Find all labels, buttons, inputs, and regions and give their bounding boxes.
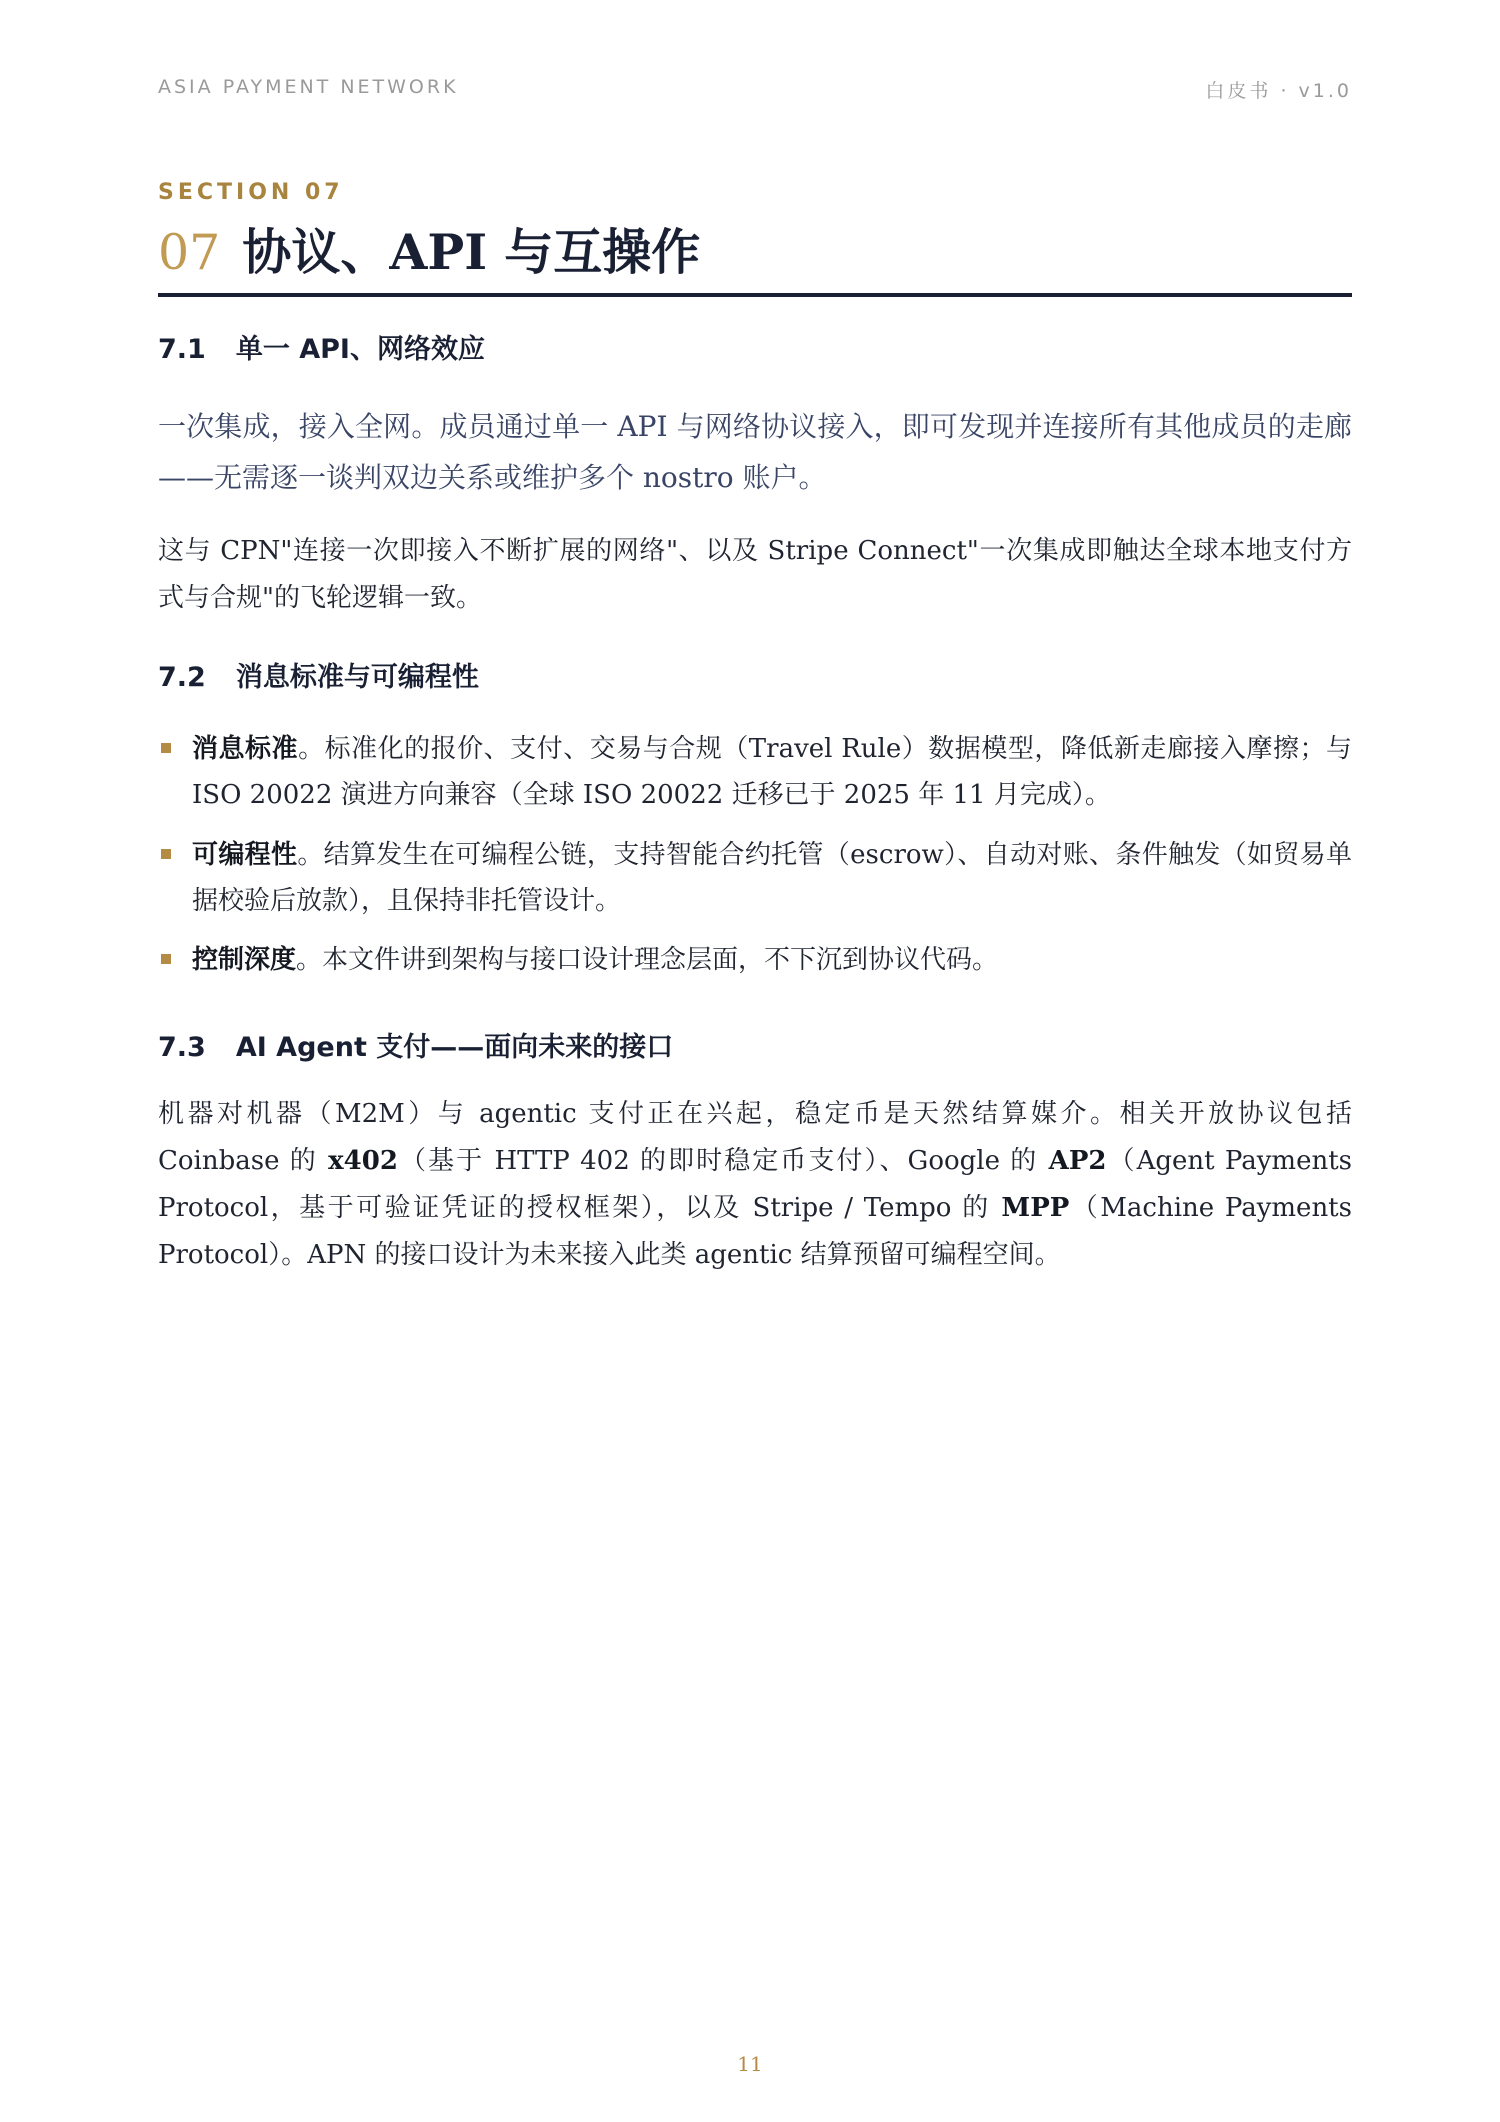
- text-run: 机器对机器（M2M）与 agentic 支付正在兴起，稳定币是天然结算媒介。相关开放协议包括 Coinbase 的: [158, 1099, 1352, 1176]
- subsection-number: 7.3: [158, 1032, 206, 1063]
- bullet-item: [192, 726, 1352, 818]
- bullet-text: 。结算发生在可编程公链，支持智能合约托管（escrow）、自动对账、条件触发（如贸易单据校验后放款），且保持非托管设计。: [192, 840, 1352, 916]
- subsection-heading-7-2: [158, 658, 479, 698]
- section-kicker: SECTION 07: [158, 180, 344, 205]
- subsection-heading-7-1: [158, 330, 485, 370]
- protocol-name-mpp: MPP: [1001, 1193, 1070, 1223]
- subsection-title: AI Agent 支付——面向未来的接口: [235, 1032, 674, 1063]
- text-run: （基于 HTTP 402 的即时稳定币支付）、Google 的: [397, 1146, 1049, 1176]
- paragraph: 这与 CPN"连接一次即接入不断扩展的网络"、以及 Stripe Connect"一次集成即触达全球本地支付方式与合规"的飞轮逻辑一致。: [158, 536, 1352, 613]
- section-title: [158, 222, 1352, 283]
- section-number: 07: [158, 224, 221, 281]
- text-run: （Machine Payments Protocol）。APN 的接口设计为未来接入此类 agentic 结算预留可编程空间。: [158, 1193, 1352, 1270]
- bullet-item: [192, 937, 1352, 983]
- bullet-text: 。标准化的报价、支付、交易与合规（Travel Rule）数据模型，降低新走廊接入摩擦；与 ISO 20022 演进方向兼容（全球 ISO 20022 迁移已于 2025 年 11 月完成）。: [192, 734, 1352, 810]
- bullet-marker: [161, 849, 171, 859]
- text-run: （Agent Payments Protocol，基于可验证凭证的授权框架），以及 Stripe / Tempo 的: [158, 1146, 1352, 1223]
- bullet-term: 可编程性: [192, 840, 298, 870]
- bullet-term: 消息标准: [192, 734, 299, 764]
- subsection-title: 消息标准与可编程性: [235, 662, 479, 693]
- bullet-item: [192, 832, 1352, 924]
- section-title-text: 协议、API 与互操作: [242, 223, 701, 281]
- subsection-title: 单一 API、网络效应: [235, 334, 485, 365]
- paragraph: [158, 1091, 1352, 1279]
- protocol-name-x402: x402: [328, 1146, 398, 1176]
- protocol-name-ap2: AP2: [1048, 1146, 1107, 1176]
- bullet-marker: [161, 743, 171, 753]
- subsection-heading-7-3: [158, 1028, 673, 1068]
- header-org-name: ASIA PAYMENT NETWORK: [158, 76, 459, 98]
- bullet-text: 。本文件讲到架构与接口设计理念层面，不下沉到协议代码。: [296, 945, 999, 975]
- bullet-term: 控制深度: [192, 945, 297, 975]
- lead-paragraph: 一次集成，接入全网。成员通过单一 API 与网络协议接入，即可发现并连接所有其他成员的走廊——无需逐一谈判双边关系或维护多个 nostro 账户。: [158, 410, 1352, 494]
- subsection-number: 7.2: [158, 662, 206, 693]
- subsection-number: 7.1: [158, 334, 206, 365]
- page-number: 11: [737, 2052, 763, 2076]
- header-doc-version: 白皮书 · v1.0: [1205, 80, 1352, 102]
- title-divider: [158, 293, 1352, 297]
- running-header: [158, 76, 1352, 100]
- bullet-marker: [161, 954, 171, 964]
